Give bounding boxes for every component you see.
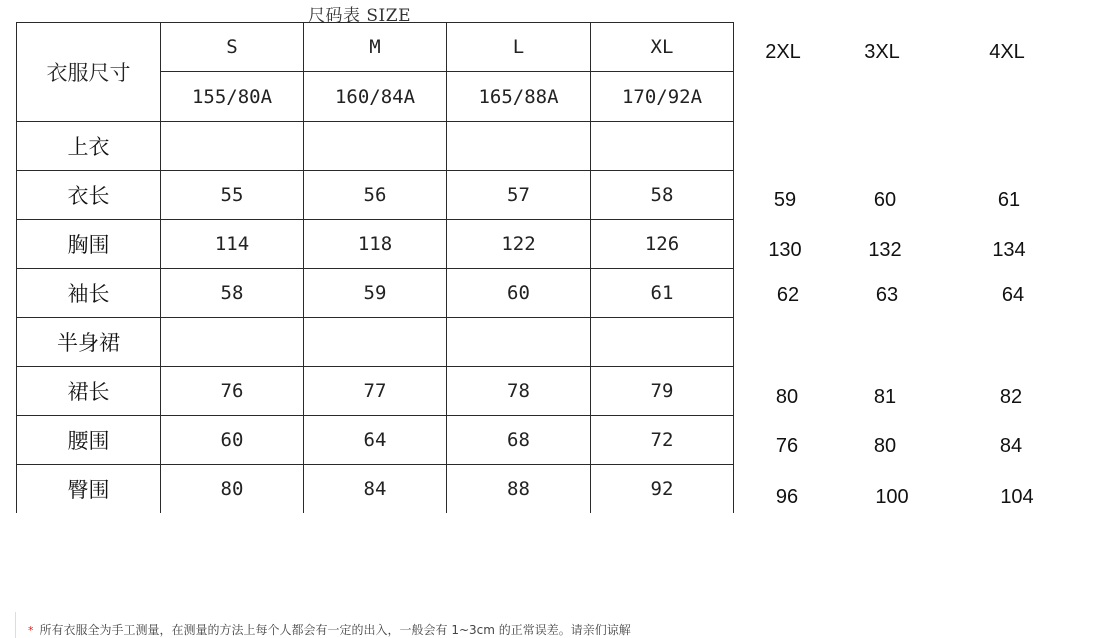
table-cell: 58 [591,171,734,220]
height-header: 170/92A [591,72,734,122]
table-cell [591,318,734,367]
extra-cell: 100 [875,486,909,508]
extra-cell: 104 [1000,486,1034,508]
size-header: S [161,23,304,72]
row-label: 袖长 [17,269,161,318]
table-cell [591,122,734,171]
extra-cell: 60 [873,189,897,211]
size-header: L [447,23,591,72]
table-cell: 122 [447,220,591,269]
table-cell: 64 [304,416,447,465]
table-cell: 79 [591,367,734,416]
extra-cell: 59 [773,189,797,211]
extra-cell: 80 [775,386,799,408]
table-cell [304,318,447,367]
extra-cell: 84 [999,435,1023,457]
table-cell: 60 [447,269,591,318]
table-cell: 56 [304,171,447,220]
table-row [17,416,734,465]
height-header: 160/84A [304,72,447,122]
table-cell: 57 [447,171,591,220]
row-label: 半身裙 [17,318,161,367]
table-cell: 80 [161,465,304,514]
extra-cell: 61 [997,189,1021,211]
table-cell [161,122,304,171]
table-row [17,367,734,416]
table-cell: 68 [447,416,591,465]
table-cell [161,318,304,367]
table-cell: 126 [591,220,734,269]
table-cell: 92 [591,465,734,514]
extra-size-header: 3XL [864,41,900,63]
extra-cell: 82 [999,386,1023,408]
table-cell: 59 [304,269,447,318]
table-cell: 78 [447,367,591,416]
divider [15,612,16,638]
table-cell [447,122,591,171]
height-header: 165/88A [447,72,591,122]
table-row [17,269,734,318]
table-row [17,220,734,269]
table-row [17,122,734,171]
extra-cell: 76 [775,435,799,457]
extra-cell: 62 [776,284,800,306]
table-cell: 72 [591,416,734,465]
extra-cell: 134 [992,239,1026,261]
table-cell: 118 [304,220,447,269]
row-label: 胸围 [17,220,161,269]
row-label: 上衣 [17,122,161,171]
table-cell: 58 [161,269,304,318]
extra-cell: 132 [868,239,902,261]
extra-cell: 130 [768,239,802,261]
table-row [17,318,734,367]
extra-size-header: 2XL [765,41,801,63]
row-label: 裙长 [17,367,161,416]
table-cell: 77 [304,367,447,416]
size-header: XL [591,23,734,72]
height-header: 155/80A [161,72,304,122]
corner-label: 衣服尺寸 [17,23,161,122]
table-cell: 88 [447,465,591,514]
table-cell [304,122,447,171]
table-row [17,465,734,514]
footnote [28,621,738,638]
table-cell: 61 [591,269,734,318]
table-cell: 76 [161,367,304,416]
table-cell [447,318,591,367]
extra-size-header: 4XL [989,41,1025,63]
extra-cell: 80 [873,435,897,457]
footnote-text: 所有衣服全为手工测量，在测量的方法上每个人都会有一定的出入，一般会有 1~3cm 的正常误差。请亲们谅解 [39,623,631,637]
page-title: 尺码表 SIZE [308,6,411,26]
asterisk-icon: * [28,624,34,637]
extra-cell: 64 [1001,284,1025,306]
table-cell: 55 [161,171,304,220]
size-header: M [304,23,447,72]
table-row [17,171,734,220]
size-chart-table [16,22,734,513]
extra-cell: 81 [873,386,897,408]
row-label: 腰围 [17,416,161,465]
row-label: 臀围 [17,465,161,514]
table-cell: 84 [304,465,447,514]
table-cell: 60 [161,416,304,465]
table-cell: 114 [161,220,304,269]
extra-cell: 63 [875,284,899,306]
extra-cell: 96 [775,486,799,508]
row-label: 衣长 [17,171,161,220]
